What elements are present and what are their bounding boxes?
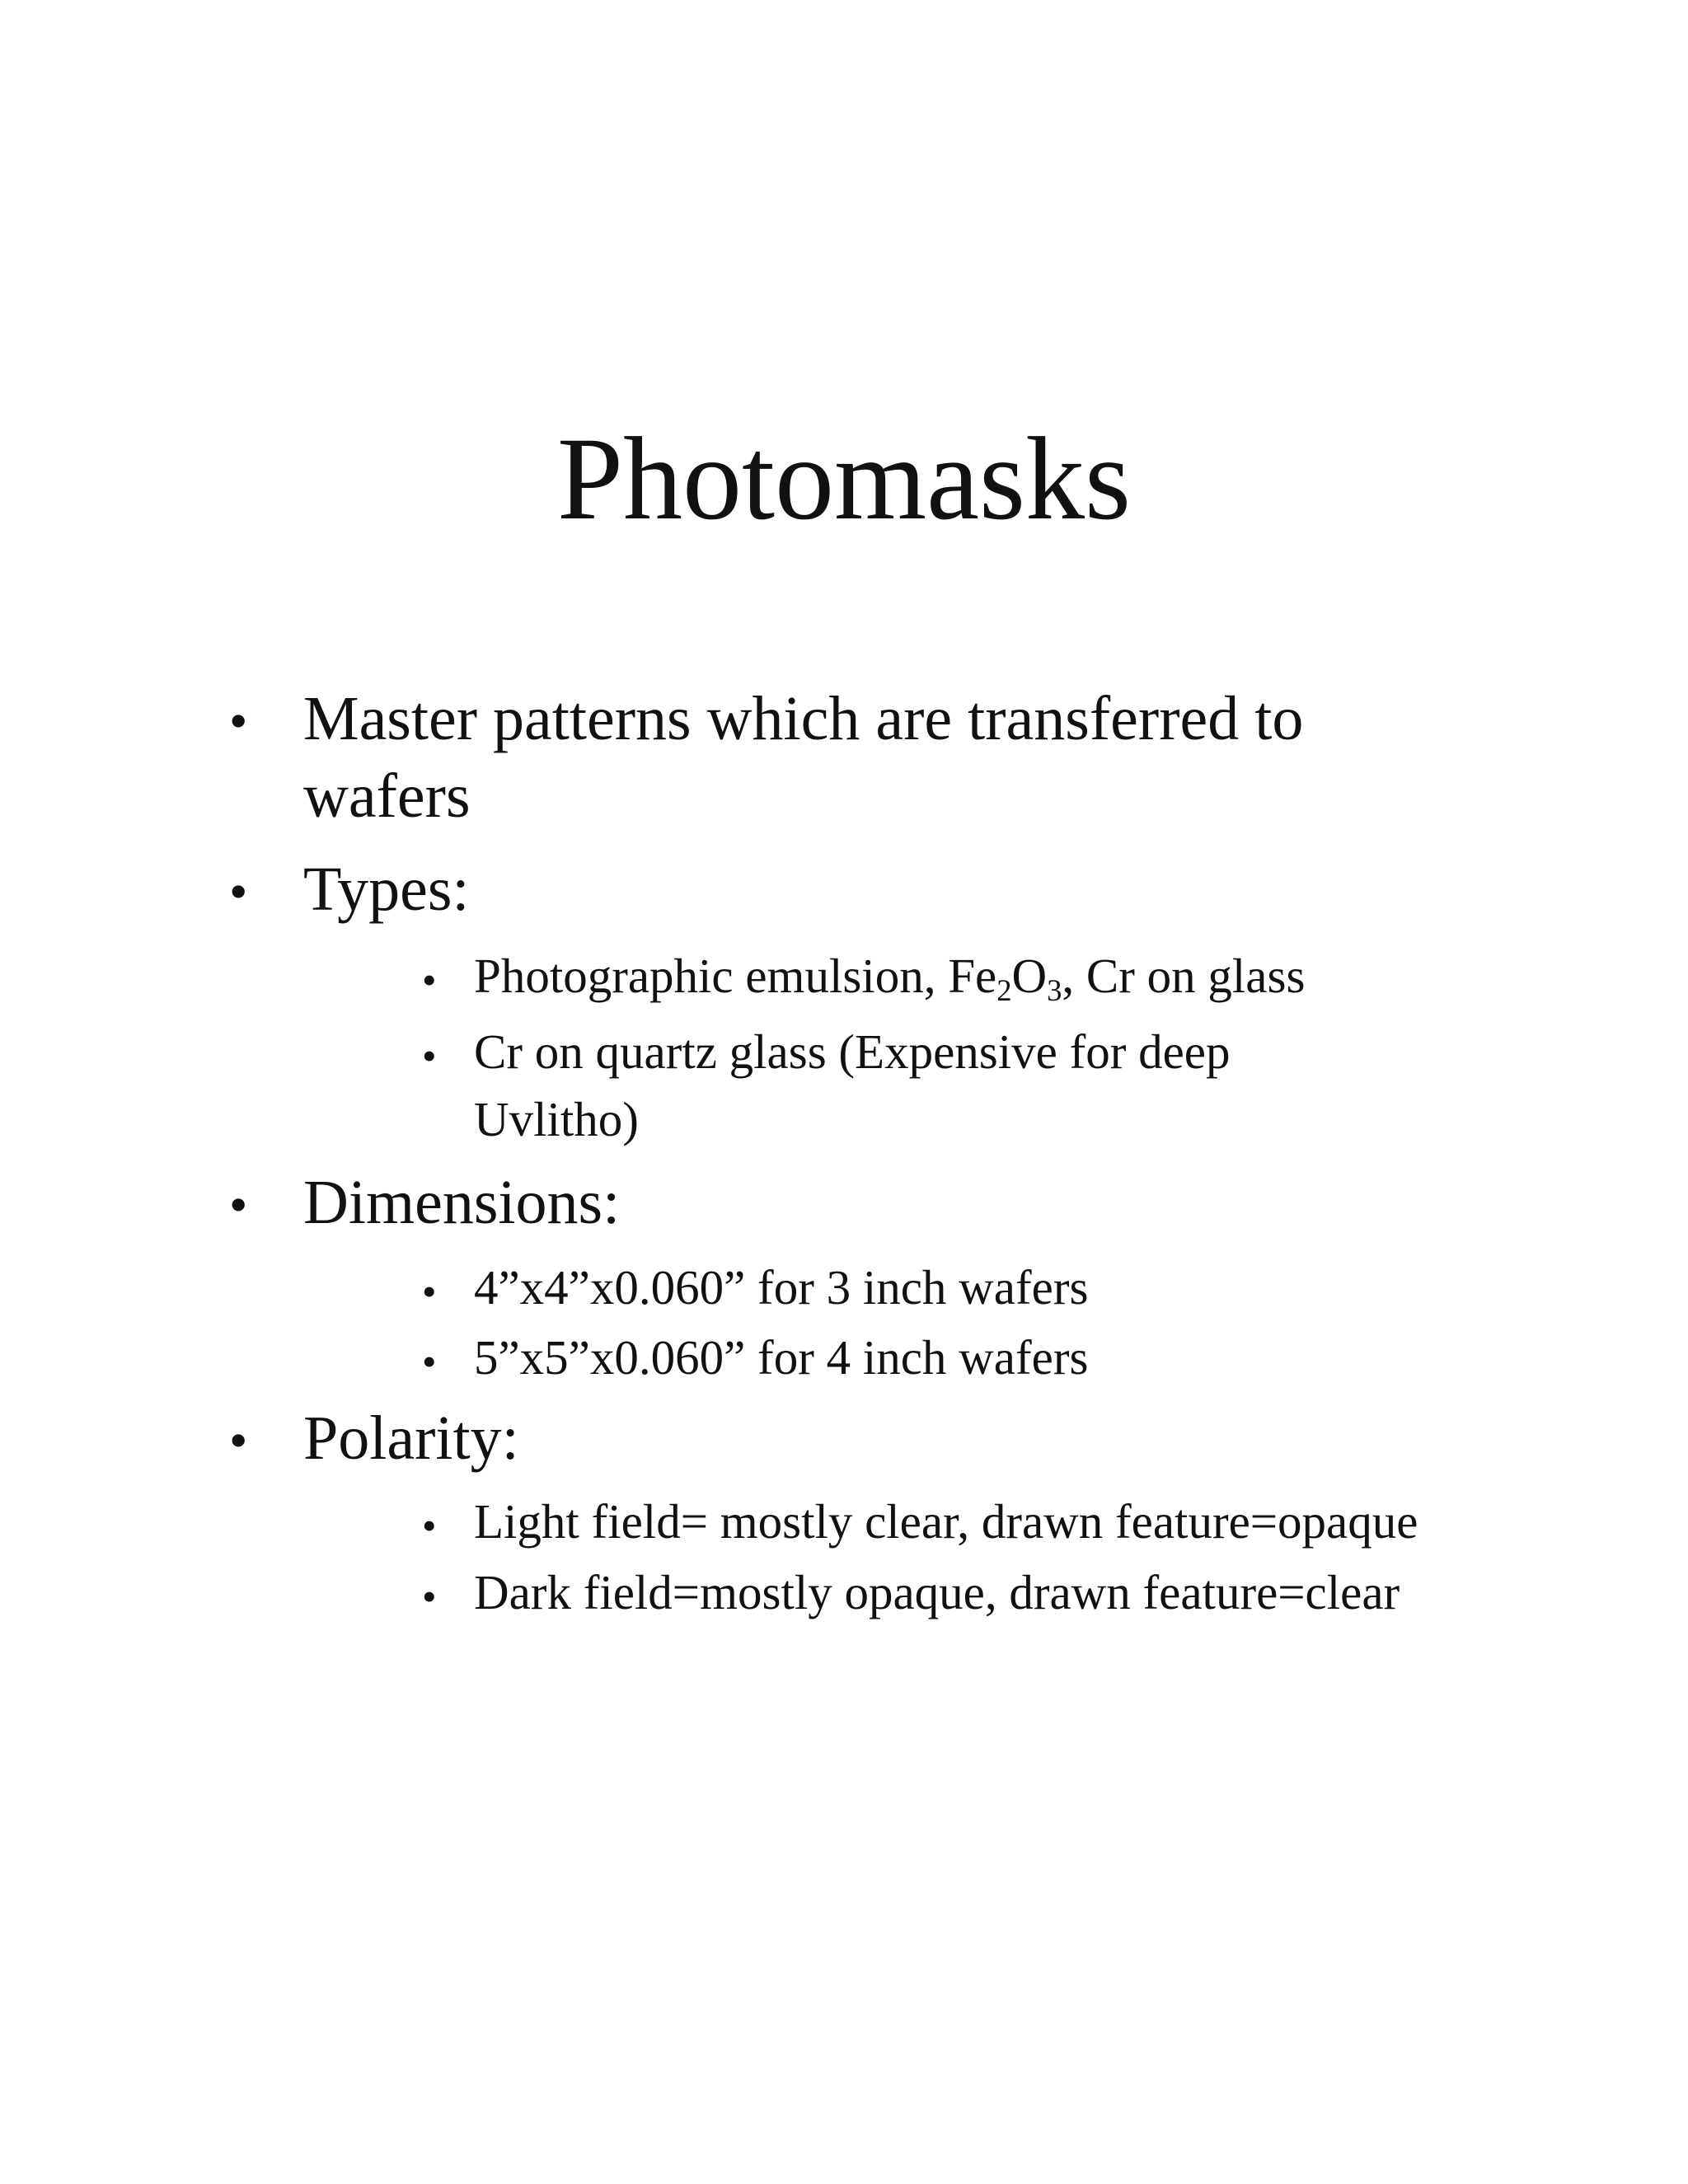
bullet-text-dimensions: Dimensions:	[303, 1168, 621, 1237]
bullet-text-master-patterns-cont: wafers	[303, 762, 471, 831]
sub-bullet-5x5: 5”x5”x0.060” for 4 inch wafers	[474, 1330, 1089, 1385]
sub-bullet-cr-on-quartz-cont: Uvlitho)	[474, 1092, 639, 1146]
sub-bullet-dark-field: Dark field=mostly opaque, drawn feature=clear	[474, 1565, 1400, 1619]
bullet-text-master-patterns: Master patterns which are transferred to	[303, 684, 1304, 753]
sub-bullet-cr-on-quartz: Cr on quartz glass (Expensive for deep	[474, 1024, 1231, 1079]
sub-bullet-text-part: O	[1011, 949, 1048, 1003]
sub-bullet-4x4: 4”x4”x0.060” for 3 inch wafers	[474, 1260, 1089, 1315]
subscript-2: 2	[996, 973, 1012, 1008]
subscript-3: 3	[1047, 973, 1062, 1008]
sub-bullet-text-part: Photographic emulsion, Fe	[474, 949, 997, 1003]
sub-bullet-dot: •	[422, 1033, 437, 1079]
sub-bullet-dot: •	[422, 957, 437, 1003]
sub-bullet-dot: •	[422, 1268, 437, 1315]
sub-bullet-text-part: , Cr on glass	[1062, 949, 1306, 1003]
bullet-dot: •	[229, 691, 248, 750]
sub-bullet-dot: •	[422, 1502, 437, 1549]
sub-bullet-dot: •	[422, 1573, 437, 1619]
sub-bullet-photographic-emulsion	[474, 949, 1306, 1008]
bullet-text-types: Types:	[303, 855, 470, 924]
bullet-text-polarity: Polarity:	[303, 1404, 519, 1473]
slide-title: Photomasks	[556, 414, 1132, 545]
sub-bullet-dot: •	[422, 1338, 437, 1385]
bullet-dot: •	[229, 862, 248, 921]
bullet-dot: •	[229, 1411, 248, 1469]
bullet-dot: •	[229, 1175, 248, 1234]
sub-bullet-light-field: Light field= mostly clear, drawn feature=opaque	[474, 1494, 1418, 1549]
